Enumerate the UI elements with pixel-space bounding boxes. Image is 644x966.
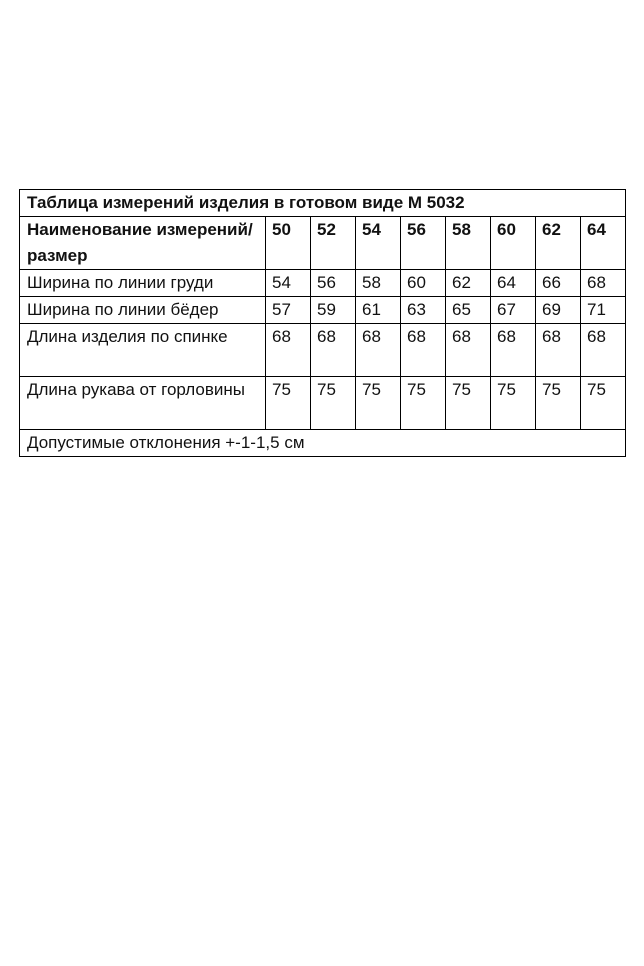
row-label: Длина изделия по спинке — [20, 324, 266, 377]
table-cell: 56 — [311, 270, 356, 297]
table-cell: 75 — [266, 377, 311, 430]
table-cell: 68 — [536, 324, 581, 377]
table-cell: 57 — [266, 297, 311, 324]
table-row — [20, 377, 626, 430]
row-label: Ширина по линии бёдер — [20, 297, 266, 324]
table-cell: 67 — [491, 297, 536, 324]
row-label: Ширина по линии груди — [20, 270, 266, 297]
table-cell: 66 — [536, 270, 581, 297]
table-cell: 71 — [581, 297, 626, 324]
size-table — [19, 189, 626, 457]
row-label: Длина рукава от горловины — [20, 377, 266, 430]
table-cell: 75 — [536, 377, 581, 430]
table-header-row — [20, 217, 626, 270]
size-header: 54 — [356, 217, 401, 270]
table-cell: 69 — [536, 297, 581, 324]
table-cell: 54 — [266, 270, 311, 297]
table-cell: 64 — [491, 270, 536, 297]
size-header: 52 — [311, 217, 356, 270]
table-cell: 59 — [311, 297, 356, 324]
size-header: 62 — [536, 217, 581, 270]
size-header: 50 — [266, 217, 311, 270]
table-cell: 62 — [446, 270, 491, 297]
table-cell: 68 — [491, 324, 536, 377]
table-cell: 60 — [401, 270, 446, 297]
table-row — [20, 324, 626, 377]
table-cell: 68 — [446, 324, 491, 377]
table-cell: 65 — [446, 297, 491, 324]
size-header: 64 — [581, 217, 626, 270]
header-label: Наименование измерений/размер — [20, 217, 266, 270]
table-cell: 68 — [581, 270, 626, 297]
size-header: 58 — [446, 217, 491, 270]
tolerance-note: Допустимые отклонения +-1-1,5 см — [20, 430, 626, 457]
table-cell: 61 — [356, 297, 401, 324]
table-title: Таблица измерений изделия в готовом виде М 5032 — [20, 190, 626, 217]
table-cell: 68 — [356, 324, 401, 377]
table-cell: 68 — [311, 324, 356, 377]
table-row — [20, 270, 626, 297]
table-row — [20, 297, 626, 324]
table-cell: 75 — [401, 377, 446, 430]
table-cell: 75 — [491, 377, 536, 430]
table-cell: 68 — [581, 324, 626, 377]
table-cell: 58 — [356, 270, 401, 297]
table-cell: 75 — [311, 377, 356, 430]
table-cell: 63 — [401, 297, 446, 324]
size-header: 60 — [491, 217, 536, 270]
size-header: 56 — [401, 217, 446, 270]
table-cell: 75 — [581, 377, 626, 430]
table-footer-row — [20, 430, 626, 457]
table-cell: 75 — [356, 377, 401, 430]
table-title-row — [20, 190, 626, 217]
table-cell: 75 — [446, 377, 491, 430]
table-cell: 68 — [266, 324, 311, 377]
table-cell: 68 — [401, 324, 446, 377]
